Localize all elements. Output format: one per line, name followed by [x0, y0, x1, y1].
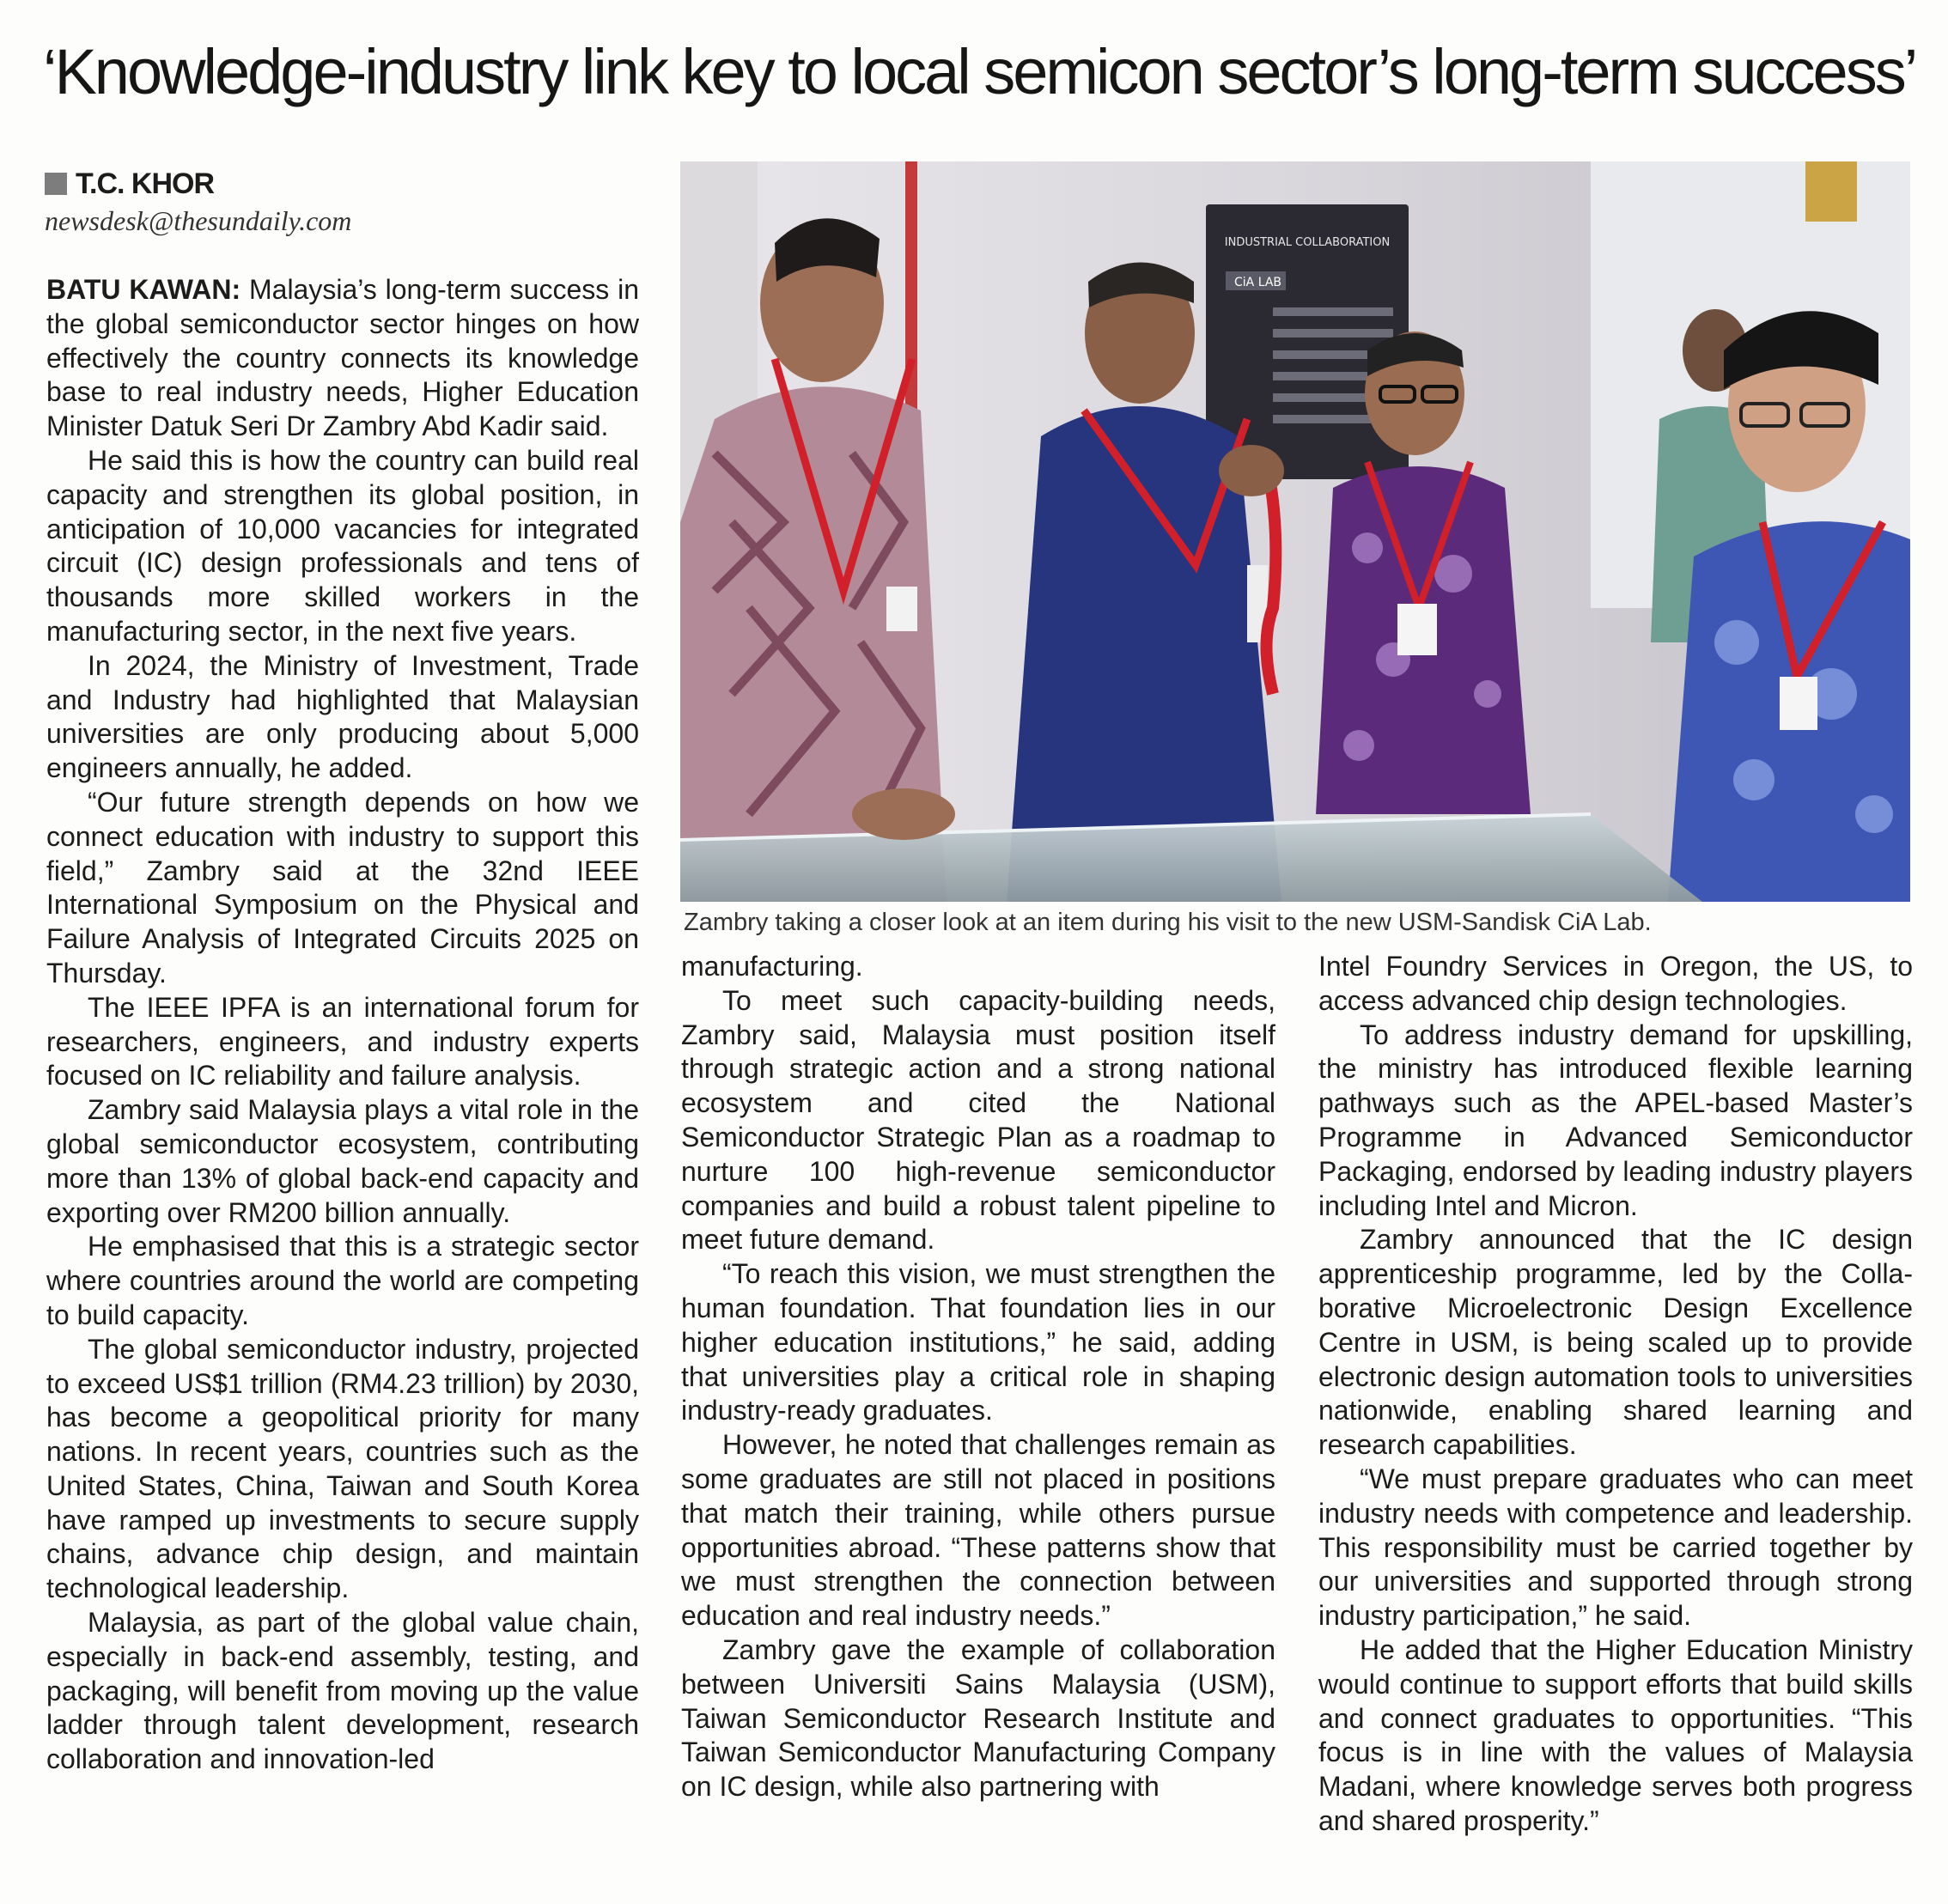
article-paragraph: Malaysia, as part of the global value chain, especially in back-end assembly, testing, and packaging, will benefit from moving up the value ladder through talent development, research collaboration and innovation-led	[46, 1607, 639, 1775]
article-photo	[680, 161, 1910, 902]
article-paragraph: The IEEE IPFA is an international forum for researchers, engineers, and industry experts focused on IC reliability and failure analysis.	[46, 991, 639, 1092]
article-paragraph: To address industry demand for upskilling, the ministry has introduced flexible learning pathways such as the APEL-based Master’s Programme in Advanced Semiconductor Packaging, endorsed by leading industry players including Intel and Micron.	[1318, 1019, 1913, 1221]
article-paragraph: He said this is how the country can build real capacity and strengthen its global position, in anticipation of 10,000 vacancies for integrated circuit (IC) design professionals and tens of thousands more skilled workers in the manufacturing sector, in the next five years.	[46, 444, 639, 647]
article-paragraph: In 2024, the Ministry of Investment, Trade and Industry had highlighted that Malaysian universities are only producing about 5,000 engineers annually, he added.	[46, 649, 639, 784]
wall-sign-lab: CiA LAB	[1234, 276, 1281, 289]
article-column-1	[46, 273, 639, 1777]
article-paragraph: Zambry said Malaysia plays a vital role in the global semiconductor ecosystem, contributing more than 13% of global back-end capacity and exporting over RM200 billion annually.	[46, 1094, 639, 1228]
article-column-2	[681, 950, 1275, 1804]
dateline: BATU KAWAN:	[46, 274, 241, 305]
paragraph-text: Malaysia’s long-term success in the global semiconductor sector hinges on how effectively the country connects its knowledge base to real industry needs, Higher Education Minister Datuk Seri Dr Zambry Abd Kadir said.	[46, 274, 640, 442]
headline: ‘Knowledge-industry link key to local semicon sector’s long-term success’	[43, 36, 1916, 107]
byline	[45, 165, 646, 239]
article-paragraph: Intel Foundry Services in Oregon, the US, to access advanced chip design technologies.	[1318, 951, 1913, 1016]
article-paragraph: “We must prepare graduates who can meet industry needs with competence and leadership. This responsibility must be carried together by our universities and supported through strong industry participation,” he said.	[1318, 1463, 1913, 1632]
article-paragraph: The global semiconductor industry, projected to exceed US$1 trillion (RM4.23 trillion) by 2030, has become a geopolitical priority for many nations. In recent years, countries such as the United States, China, Taiwan and South Korea have ramped up investments to secure supply chains, advance chip design, and maintain technological leadership.	[46, 1333, 639, 1604]
author-row	[45, 165, 646, 203]
article-paragraph: “Our future strength depends on how we connect education with industry to support this field,” Zambry said at the 32nd IEEE International Symposium on the Physical and Failure Analysis of Integrated Circuits 2025 on Thursday.	[46, 786, 639, 988]
article-column-3	[1318, 950, 1913, 1839]
author-marker-icon	[45, 173, 67, 195]
photo-caption: Zambry taking a closer look at an item during his visit to the new USM-Sandisk CiA Lab.	[684, 909, 1652, 936]
article-paragraph: He emphasised that this is a strategic sector where countries around the world are competing to build capacity.	[46, 1231, 639, 1330]
article-paragraph: “To reach this vision, we must strengthen the human foundation. That foundation lies in our higher education institutions,” he said, adding that universities play a critical role in shaping industry-ready graduates.	[681, 1258, 1275, 1426]
article-paragraph-lead	[46, 273, 639, 444]
article-paragraph: manufacturing.	[681, 951, 863, 982]
author-name: T.C. KHOR	[76, 167, 214, 200]
article-paragraph: However, he noted that challenges remain as some graduates are still not placed in positions that match their training, while others pursue opportunities abroad. “These patterns show that we must strengthen the connection between education and real industry needs.”	[681, 1429, 1275, 1632]
article-paragraph: To meet such capacity-building needs, Zambry said, Malaysia must position itself through strategic action and a strong national ecosystem and cited the National Semiconductor Strategic Plan as a roadmap to nurture 100 high-revenue semiconductor companies and build a robust talent pipeline to meet future demand.	[681, 984, 1275, 1256]
wall-sign-title: INDUSTRIAL COLLABORATION	[1224, 236, 1391, 249]
photo-illustration	[680, 161, 1910, 902]
article-paragraph: Zambry gave the example of collaboration between Universiti Sains Malaysia (USM), Taiwan Semiconductor Research Institute and Taiwan Semiconductor Manufacturing Company on IC design, while also partnering with	[681, 1633, 1275, 1803]
author-email: newsdesk@thesundaily.com	[45, 205, 352, 236]
article-paragraph: Zambry announced that the IC design apprenticeship programme, led by the Collaborative Microelectronic Design Excellence Centre in USM, is being scaled up to provide electronic design automation tools to universities nationwide, enabling shared learning and research capabilities.	[1318, 1224, 1913, 1461]
article-paragraph: He added that the Higher Education Ministry would continue to support efforts that build skills and connect graduates to opportunities. “This focus is in line with the values of Malaysia Madani, where knowledge serves both progress and shared prosperity.”	[1318, 1633, 1913, 1836]
